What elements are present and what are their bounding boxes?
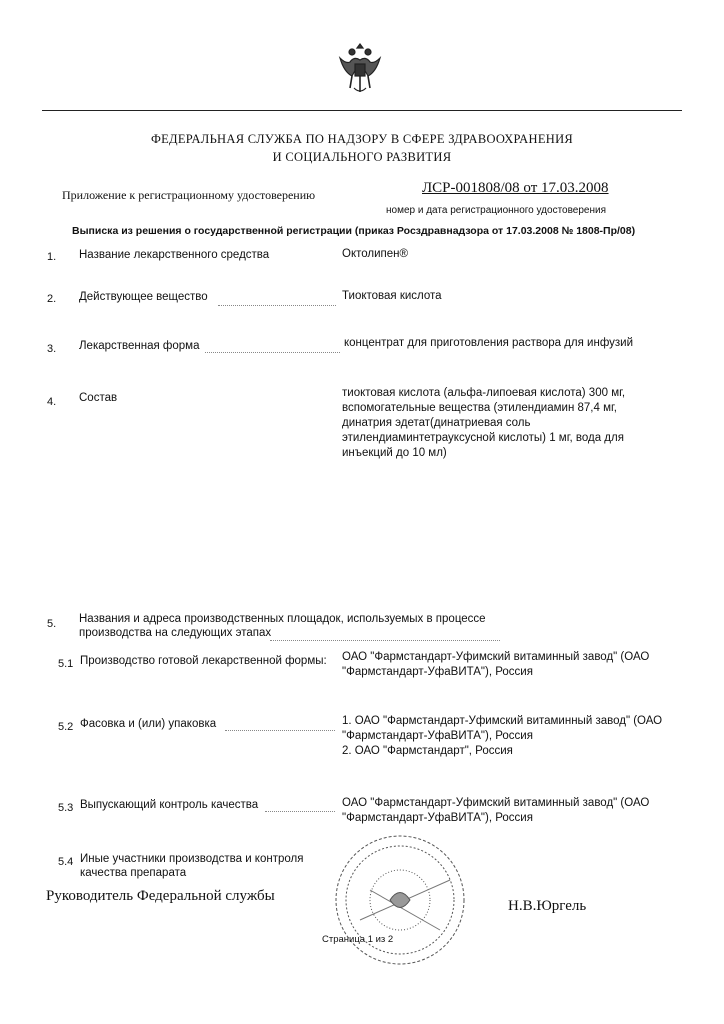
round-seal-stamp-icon xyxy=(330,830,470,970)
subitem-value-line: ОАО "Фармстандарт-Уфимский витаминный завод" (ОАО xyxy=(342,651,650,663)
item-label: Действующее вещество xyxy=(79,291,208,303)
item-number: 3. xyxy=(47,343,57,355)
item-value: Тиоктовая кислота xyxy=(342,290,442,302)
section-title-line2: производства на следующих этапах xyxy=(79,627,272,639)
head-name: Н.В.Юргель xyxy=(508,898,587,914)
double-headed-eagle-emblem-icon xyxy=(330,38,390,98)
number-caption: номер и дата регистрационного удостоверения xyxy=(386,205,607,216)
certificate-number: ЛСР-001808/08 от 17.03.2008 xyxy=(422,180,609,196)
subitem-number: 5.2 xyxy=(58,721,74,733)
extract-line: Выписка из решения о государственной регистрации (приказ Росздравнадзора от 17.03.2008 № 1808-Пр/08) xyxy=(72,225,636,237)
item-number: 2. xyxy=(47,293,57,305)
subitem-label-line2: качества препарата xyxy=(80,867,187,879)
subitem-number: 5.3 xyxy=(58,802,74,814)
subitem-label: Производство готовой лекарственной формы: xyxy=(80,655,327,667)
subitem-value-line: ОАО "Фармстандарт-Уфимский витаминный завод" (ОАО xyxy=(342,797,650,809)
subitem-label-line1: Иные участники производства и контроля xyxy=(80,853,304,865)
subitem-label: Фасовка и (или) упаковка xyxy=(80,718,217,730)
item-value: Октолипен® xyxy=(342,248,408,260)
subitem-value-line: "Фармстандарт-УфаВИТА"), Россия xyxy=(342,812,533,824)
item-value-line: инъекций до 10 мл) xyxy=(342,447,447,459)
item-number: 4. xyxy=(47,396,57,408)
head-label: Руководитель Федеральной службы xyxy=(46,888,275,904)
item-value-line: этилендиаминтетрауксусной кислоты) 1 мг, вода для xyxy=(342,432,624,444)
subitem-label: Выпускающий контроль качества xyxy=(80,799,259,811)
section-title-line1: Названия и адреса производственных площадок, используемых в процессе xyxy=(79,613,486,625)
agency-name-line2: И СОЦИАЛЬНОГО РАЗВИТИЯ xyxy=(272,150,452,164)
item-label: Состав xyxy=(79,392,118,404)
subitem-number: 5.4 xyxy=(58,856,74,868)
item-number: 1. xyxy=(47,251,57,263)
subitem-number: 5.1 xyxy=(58,658,74,670)
subitem-value-line: "Фармстандарт-УфаВИТА"), Россия xyxy=(342,666,533,678)
subitem-value-line: 2. ОАО "Фармстандарт", Россия xyxy=(342,745,513,757)
item-label: Название лекарственного средства xyxy=(79,249,270,261)
header-rule xyxy=(42,110,682,111)
page-number: Страница 1 из 2 xyxy=(322,934,394,945)
section-number: 5. xyxy=(47,618,57,630)
item-value-line: тиоктовая кислота (альфа-липоевая кислота) 300 мг, xyxy=(342,387,626,399)
item-value: концентрат для приготовления раствора для инфузий xyxy=(344,337,634,349)
item-value-line: вспомогательные вещества (этилендиамин 87,4 мг, xyxy=(342,402,617,414)
item-value-line: динатрия эдетат(динатриевая соль xyxy=(342,417,531,429)
appendix-label: Приложение к регистрационному удостоверению xyxy=(62,188,316,202)
subitem-value-line: "Фармстандарт-УфаВИТА"), Россия xyxy=(342,730,533,742)
subitem-value-line: 1. ОАО "Фармстандарт-Уфимский витаминный завод" (ОАО xyxy=(342,715,663,727)
item-label: Лекарственная форма xyxy=(79,340,200,352)
agency-name-line1: ФЕДЕРАЛЬНАЯ СЛУЖБА ПО НАДЗОРУ В СФЕРЕ ЗДРАВООХРАНЕНИЯ xyxy=(150,132,574,146)
